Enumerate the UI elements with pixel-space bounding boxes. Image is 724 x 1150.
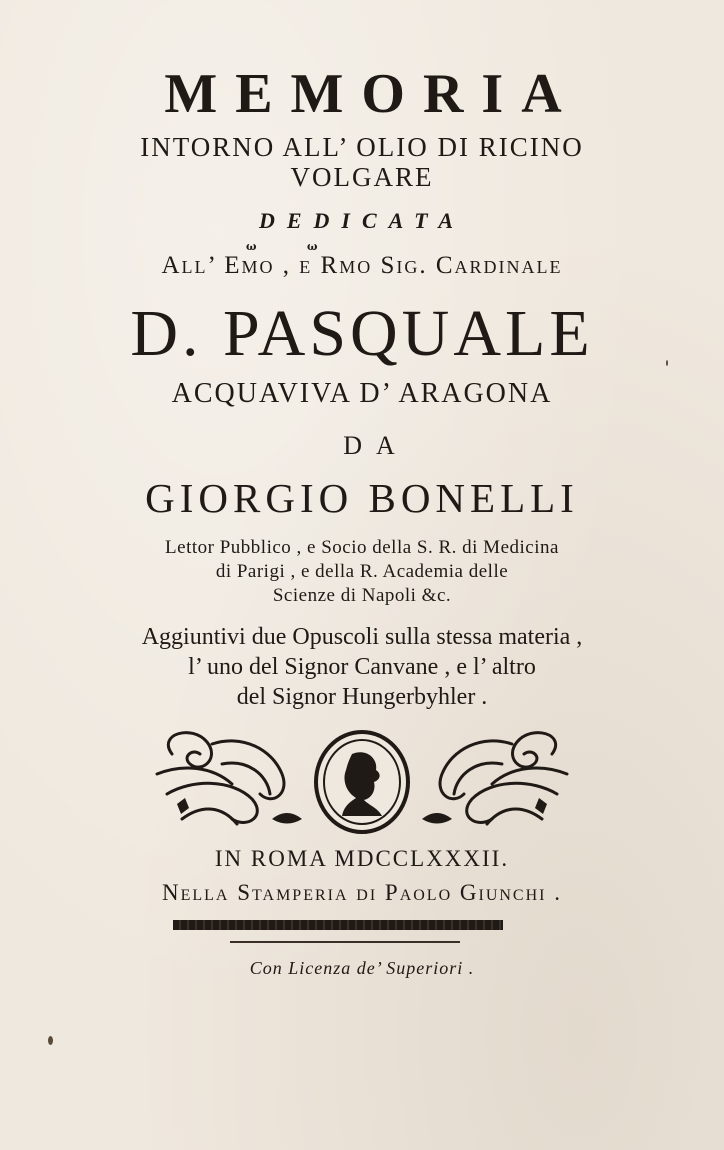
credentials-line-3: Scienze di Napoli &c. bbox=[272, 585, 452, 606]
addendum-line-1: Aggiuntivi due Opuscoli sulla stessa materia , bbox=[141, 624, 583, 650]
imprint-printer: Nella Stamperia di Paolo Giunchi . bbox=[162, 880, 562, 905]
author-name: GIORGIO BONELLI bbox=[145, 475, 579, 521]
addressee: All’ Emo , e Rmo Sig. Cardinale bbox=[161, 252, 563, 279]
dedication: DEDICATA bbox=[258, 208, 466, 233]
license-note: Con Licenza de’ Superiori . bbox=[249, 958, 475, 978]
addendum-line-2: l’ uno del Signor Canvane , e l’ altro bbox=[188, 654, 536, 680]
divider bbox=[230, 941, 460, 943]
page-title: MEMORIA bbox=[164, 63, 580, 125]
abbreviation-mark-icon: ω bbox=[246, 240, 257, 253]
credentials-line-1: Lettor Pubblico , e Socio della S. R. di Medicina bbox=[165, 537, 559, 558]
by-label: DA bbox=[343, 431, 409, 460]
credentials-line-2: di Parigi , e della R. Academia delle bbox=[215, 561, 509, 582]
addendum-line-3: del Signor Hungerbyhler . bbox=[236, 684, 488, 710]
subtitle-line-1: INTORNO ALL’ OLIO DI RICINO bbox=[140, 132, 584, 162]
dedicatee-surname: ACQUAVIVA D’ ARAGONA bbox=[171, 378, 553, 409]
imprint-place: IN ROMA MDCCLXXXII. bbox=[214, 846, 510, 871]
printers-ornament-icon bbox=[152, 724, 572, 836]
paper-speck bbox=[666, 360, 668, 366]
paper-speck bbox=[48, 1036, 53, 1045]
subtitle-line-2: VOLGARE bbox=[290, 162, 434, 192]
dedicatee-name: D. PASQUALE bbox=[130, 297, 594, 370]
ornamental-rule bbox=[173, 920, 503, 930]
abbreviation-mark-icon: ω bbox=[307, 240, 318, 253]
